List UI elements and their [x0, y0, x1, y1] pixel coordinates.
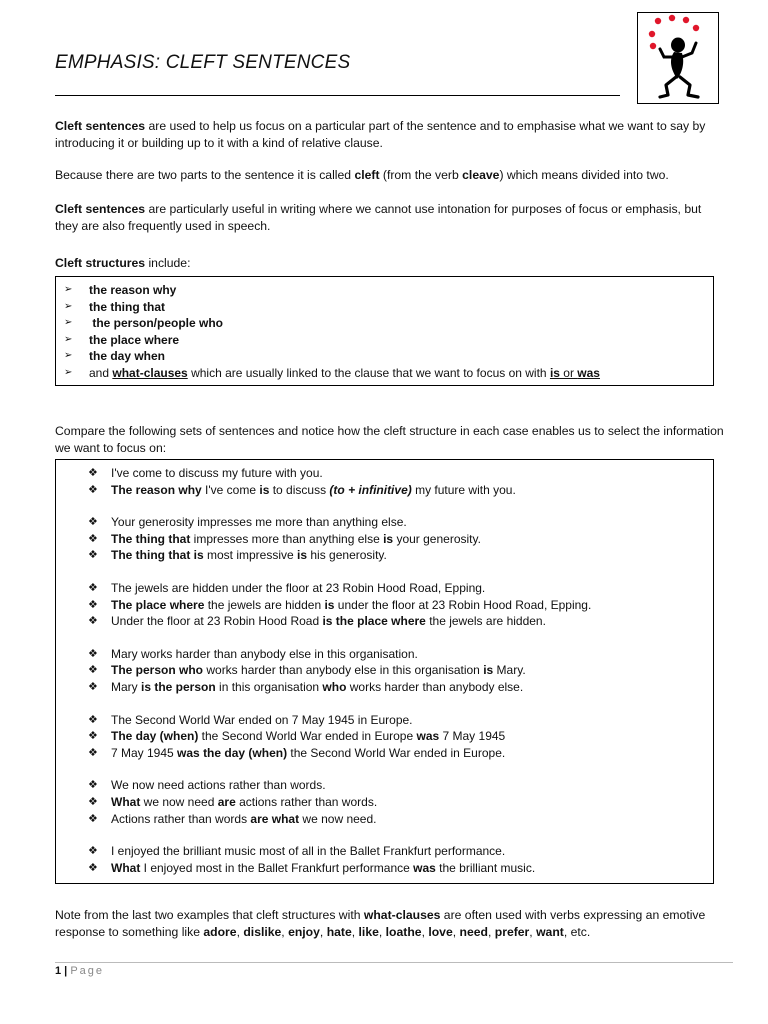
arrow-bullet-icon: ➢ [64, 284, 73, 295]
closing-note: Note from the last two examples that cleft structures with what-clauses are often used with verbs expressing an emotive response to something like adore, dislike, enjoy, hate, like, loathe, love, need, prefer, want, etc. [55, 908, 706, 939]
example-sentence: ❖ Mary works harder than anybody else in this organisation. [88, 646, 418, 661]
list-item: ➢ the day when [64, 349, 166, 363]
example-sentence: ❖ The thing that is most impressive is his generosity. [88, 548, 387, 563]
example-sentence: ❖ The Second World War ended on 7 May 1945 in Europe. [88, 712, 413, 727]
structures-heading: Cleft structures include: [55, 256, 191, 270]
juggler-figure-icon [638, 13, 718, 103]
logo-frame [637, 12, 719, 104]
intro-paragraph-3: Cleft sentences are particularly useful in writing where we cannot use intonation for purposes of focus or emphasis, but they are also frequently used in speech. [55, 202, 702, 233]
diamond-bullet-icon: ❖ [88, 680, 98, 693]
diamond-bullet-icon: ❖ [88, 516, 98, 529]
example-sentence: ❖ The day (when) the Second World War ended in Europe was 7 May 1945 [88, 729, 506, 744]
diamond-bullet-icon: ❖ [88, 746, 98, 759]
diamond-bullet-icon: ❖ [88, 598, 98, 611]
example-sentence: ❖ We now need actions rather than words. [88, 778, 326, 793]
example-sentence: ❖ Actions rather than words are what we now need. [88, 811, 377, 826]
example-sentence: ❖ Under the floor at 23 Robin Hood Road is the place where the jewels are hidden. [88, 614, 546, 629]
example-sentence: ❖ I've come to discuss my future with you. [88, 466, 323, 480]
example-sentence: ❖ The reason why I've come is to discuss (to + infinitive) my future with you. [88, 482, 516, 497]
diamond-bullet-icon: ❖ [88, 483, 98, 496]
page-label: Page [70, 965, 105, 977]
page-number: 1 [55, 965, 62, 977]
diamond-bullet-icon: ❖ [88, 812, 98, 825]
example-sentence: ❖ What I enjoyed most in the Ballet Frankfurt performance was the brilliant music. [88, 860, 536, 875]
intro-paragraph-2: Because there are two parts to the sentence it is called cleft (from the verb cleave) which means divided into two. [55, 168, 669, 182]
list-item: ➢ the person/people who [64, 316, 224, 330]
diamond-bullet-icon: ❖ [88, 730, 98, 743]
diamond-bullet-icon: ❖ [88, 845, 98, 858]
diamond-bullet-icon: ❖ [88, 581, 98, 594]
cleft-structures-box [55, 276, 714, 386]
arrow-bullet-icon: ➢ [64, 366, 73, 378]
diamond-bullet-icon: ❖ [88, 779, 98, 792]
diamond-bullet-icon: ❖ [88, 532, 98, 545]
example-sentence: ❖ The thing that impresses more than anything else is your generosity. [88, 531, 481, 546]
title-underline [55, 95, 620, 96]
list-item: ➢ the thing that [64, 299, 165, 314]
compare-intro: Compare the following sets of sentences and notice how the cleft structure in each case enables us to select the information we want to focus on: [55, 424, 724, 455]
footer-divider [55, 962, 733, 963]
arrow-bullet-icon: ➢ [64, 300, 73, 312]
list-item: ➢ the reason why [64, 283, 177, 297]
diamond-bullet-icon: ❖ [88, 713, 98, 726]
example-sentence: ❖ Your generosity impresses me more than anything else. [88, 515, 407, 530]
page-footer: 1 | Page [55, 965, 105, 977]
page-title: EMPHASIS: CLEFT SENTENCES [55, 52, 351, 73]
diamond-bullet-icon: ❖ [88, 647, 98, 660]
example-sentence: ❖ The place where the jewels are hidden is under the floor at 23 Robin Hood Road, Epping. [88, 597, 592, 612]
arrow-bullet-icon: ➢ [64, 333, 73, 345]
arrow-bullet-icon: ➢ [64, 350, 73, 361]
example-sentence: ❖ Mary is the person in this organisation who works harder than anybody else. [88, 679, 524, 694]
example-group [88, 777, 713, 827]
example-sentence: ❖ The person who works harder than anybody else in this organisation is Mary. [88, 663, 526, 678]
diamond-bullet-icon: ❖ [88, 664, 98, 677]
example-group [88, 712, 713, 762]
example-group [88, 646, 713, 696]
example-group [88, 465, 713, 498]
diamond-bullet-icon: ❖ [88, 467, 98, 479]
list-item: ➢ and what-clauses which are usually linked to the clause that we want to focus on with is or was [64, 365, 600, 380]
example-group [88, 843, 713, 876]
arrow-bullet-icon: ➢ [64, 317, 73, 328]
example-sentence: ❖ I enjoyed the brilliant music most of all in the Ballet Frankfurt performance. [88, 844, 506, 859]
intro-paragraph-1: Cleft sentences are used to help us focus on a particular part of the sentence and to emphasise what we want to say by introducing it or building up to it with a kind of relative clause. [55, 119, 706, 150]
example-group [88, 514, 713, 564]
diamond-bullet-icon: ❖ [88, 549, 98, 562]
diamond-bullet-icon: ❖ [88, 795, 98, 808]
example-group [88, 580, 713, 630]
list-item: ➢ the place where [64, 332, 180, 347]
example-sentence: ❖ The jewels are hidden under the floor at 23 Robin Hood Road, Epping. [88, 580, 486, 595]
diamond-bullet-icon: ❖ [88, 615, 98, 628]
examples-box [55, 459, 714, 884]
diamond-bullet-icon: ❖ [88, 861, 98, 874]
example-sentence: ❖ What we now need are actions rather than words. [88, 794, 378, 809]
example-sentence: ❖ 7 May 1945 was the day (when) the Second World War ended in Europe. [88, 745, 506, 760]
